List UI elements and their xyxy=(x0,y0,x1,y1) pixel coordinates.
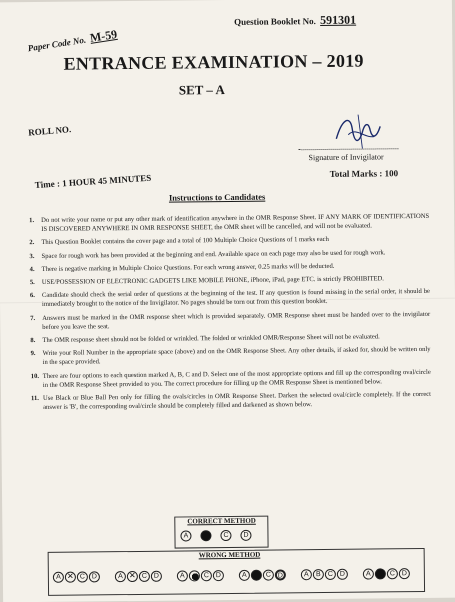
instruction-text: There is negative marking in Multiple Choice Questions. For each wrong answer, 0.25 marks will be deducted. xyxy=(41,262,335,273)
instruction-item xyxy=(31,390,431,413)
instruction-number: 9. xyxy=(30,350,36,358)
exam-title: ENTRANCE EXAMINATION – 2019 xyxy=(63,50,364,74)
answer-bubble-b xyxy=(189,570,200,581)
paper-code-label: Paper Code No. xyxy=(27,34,87,54)
instruction-text: USE/POSSESSION OF ELECTRONIC GADGETS LIKE MOBILE PHONE, iPhone, iPad, page ETC. is strictly PROHIBITED. xyxy=(41,275,384,286)
wrong-method-label: WRONG METHOD xyxy=(198,550,261,560)
instruction-number: 4. xyxy=(29,265,35,273)
instruction-number: 10. xyxy=(30,372,40,380)
answer-bubble-a: A xyxy=(301,569,312,580)
paper-code-value: M-59 xyxy=(88,26,119,45)
answer-bubble-c: C xyxy=(387,568,398,579)
instruction-text: This Question Booklet contains the cover page and a total of 100 Multiple Choice Questions of 1 marks each xyxy=(41,236,329,247)
instruction-item xyxy=(30,287,430,310)
answer-bubble-b xyxy=(251,570,262,581)
instruction-text: Candidate should check the serial order of questions at the beginning of the test. If any question is found missing in the serial order, it should be immediately brought to the notice of the Invigilator. No pages should be torn out from this question booklet. xyxy=(41,288,430,309)
instruction-item xyxy=(30,310,430,333)
instruction-item xyxy=(29,247,429,260)
answer-bubble-b: B xyxy=(313,569,324,580)
signature-label: Signature of Invigilator xyxy=(308,152,384,163)
instruction-item xyxy=(31,345,431,368)
instruction-text: Answers must be marked in the OMR response sheet which is provided separately. OMR Response sheet must be handed over to the invigilator before you leave the seat. xyxy=(42,310,431,331)
question-booklet-number xyxy=(234,13,356,29)
answer-bubble-b xyxy=(127,571,138,582)
total-marks: Total Marks : 100 xyxy=(329,168,399,179)
answer-bubble-c: C xyxy=(220,530,231,541)
answer-bubble-c: C xyxy=(325,569,336,580)
instructions-list xyxy=(29,212,431,417)
instruction-item xyxy=(30,274,430,287)
answer-bubble-c: C xyxy=(77,571,88,582)
answer-bubble-b xyxy=(375,568,386,579)
booklet-value: 591301 xyxy=(320,12,357,28)
answer-bubble-d: D xyxy=(275,569,286,580)
answer-bubble-b xyxy=(200,530,211,541)
instruction-number: 11. xyxy=(30,395,39,403)
answer-bubble-a: A xyxy=(115,571,126,582)
instruction-text: There are four options to each question marked A, B, C and D. Select one of the most appropriate options and fill up the corresponding oval/circle in the OMR Response Sheet provided to you. The correct procedure for filling up the OMR Response Sheet is mentioned below. xyxy=(42,368,431,389)
answer-bubble-d: D xyxy=(151,571,162,582)
answer-bubble-d: D xyxy=(89,571,100,582)
answer-bubble-c: C xyxy=(263,570,274,581)
answer-bubble-a: A xyxy=(53,572,64,583)
answer-bubble-a: A xyxy=(177,570,188,581)
booklet-label: Question Booklet No. xyxy=(234,16,316,27)
instruction-item xyxy=(31,368,431,391)
instruction-number: 6. xyxy=(29,292,35,300)
instruction-number: 7. xyxy=(30,314,36,322)
exam-time: Time : 1 HOUR 45 MINUTES xyxy=(34,172,152,191)
paper-code xyxy=(27,27,119,55)
correct-method-label: CORRECT METHOD xyxy=(187,516,256,526)
set-label: SET – A xyxy=(178,82,225,98)
instruction-text: Do not write your name or put any other mark of identification anywhere in the OMR Response Sheet. IF ANY MARK OF IDENTIFICATIONS IS DISCOVERED ANYWHERE IN OMR RESPONSE SHEET, the OMR sheet will be cancelled, and will not be evaluated. xyxy=(41,212,430,234)
instruction-text: Write your Roll Number in the appropriate space (above) and on the OMR Response Sheet. Any other details, if asked for, should be written only in the space provided. xyxy=(42,346,431,367)
instructions-title: Instructions to Candidates xyxy=(168,191,266,203)
instruction-number: 3. xyxy=(29,252,35,260)
instruction-item xyxy=(30,261,430,274)
answer-bubble-a: A xyxy=(239,570,250,581)
roll-number-label: ROLL NO. xyxy=(27,124,72,138)
answer-bubble-a: A xyxy=(363,568,374,579)
instruction-item xyxy=(29,212,429,235)
instruction-text: Space for rough work has been provided at the beginning and end. Available space on each page may also be used for rough work. xyxy=(41,248,386,260)
instruction-text: The OMR response sheet should not be folded or wrinkled. The folded or wrinkled OMR/Response Sheet will not be evaluated. xyxy=(42,333,380,344)
answer-bubble-d: D xyxy=(240,530,251,541)
instruction-number: 8. xyxy=(30,337,36,345)
answer-bubble-b xyxy=(65,572,76,583)
instruction-text: Use Black or Blue Ball Pen only for filling the ovals/circles in OMR Response Sheet. Darken the selected oval/circle completely. If the correct answer is 'B', the corresponding oval/circle should be completely filled and darkened as shown below. xyxy=(42,390,432,412)
answer-bubble-d: D xyxy=(399,568,410,579)
instruction-number: 5. xyxy=(29,279,35,287)
instruction-item xyxy=(30,332,430,345)
instruction-item xyxy=(29,234,429,247)
answer-bubble-d: D xyxy=(213,570,224,581)
instruction-number: 1. xyxy=(29,217,35,225)
answer-bubble-a: A xyxy=(180,530,191,541)
answer-bubble-c: C xyxy=(139,571,150,582)
answer-bubble-d: D xyxy=(337,569,348,580)
instruction-number: 2. xyxy=(29,239,35,247)
answer-bubble-c: C xyxy=(201,570,212,581)
